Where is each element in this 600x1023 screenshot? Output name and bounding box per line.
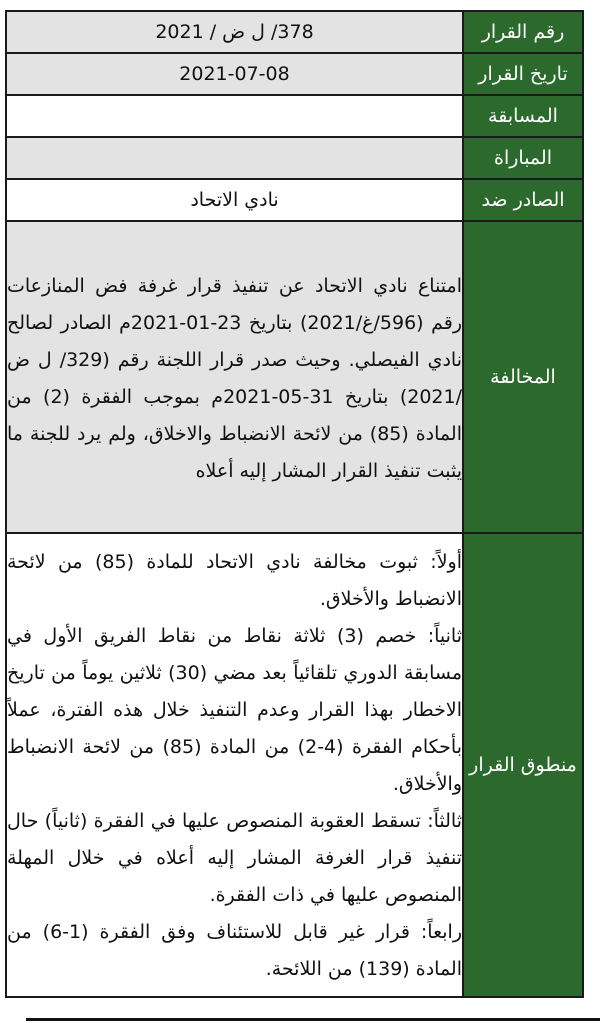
- value-decision-number: 378/ ل ض / 2021: [6, 11, 463, 53]
- label-violation: المخالفة: [463, 221, 583, 533]
- row-competition: [6, 95, 583, 137]
- row-issued-against: [6, 179, 583, 221]
- value-decision-date: 2021-07-08: [6, 53, 463, 95]
- ruling-paragraph-3: ثالثاً: تسقط العقوبة المنصوص عليها في الفقرة (ثانياً) حال تنفيذ قرار الغرفة المشار إليه أعلاه في خلال المهلة المنصوص عليها في ذات الفقرة.: [7, 810, 462, 906]
- value-ruling: [6, 533, 463, 997]
- decision-table: [5, 10, 584, 998]
- ruling-paragraph-2: ثانياً: خصم (3) ثلاثة نقاط من نقاط الفريق الأول في مسابقة الدوري تلقائياً بعد مضي (30) ثلاثين يوماً من تاريخ الاخطار بهذا القرار وعدم التنفيذ خلال هذه الفترة، عملاً بأحكام الفقرة (4-2) من المادة (85) من لائحة الانضباط والأخلاق.: [7, 625, 463, 795]
- row-violation: [6, 221, 583, 533]
- ruling-paragraph-4: رابعاً: قرار غير قابل للاستئناف وفق الفقرة (1-6) من المادة (139) من اللائحة.: [7, 921, 463, 980]
- value-issued-against: نادي الاتحاد: [6, 179, 463, 221]
- row-ruling: [6, 533, 583, 997]
- value-competition: [6, 95, 463, 137]
- value-violation: امتناع نادي الاتحاد عن تنفيذ قرار غرفة فض المنازعات رقم (596/غ/2021) بتاريخ 23-01-2021م الصادر لصالح نادي الفيصلي. وحيث صدر قرار اللجنة رقم (329/ ل ض /2021) بتاريخ 31-05-2021م بموجب الفقرة (2) من المادة (85) من لائحة الانضباط والاخلاق، ولم يرد للجنة ما يثبت تنفيذ القرار المشار إليه أعلاه: [6, 221, 463, 533]
- label-ruling: منطوق القرار: [463, 533, 583, 997]
- label-issued-against: الصادر ضد: [463, 179, 583, 221]
- bottom-divider: [26, 1018, 600, 1021]
- row-match: [6, 137, 583, 179]
- label-competition: المسابقة: [463, 95, 583, 137]
- row-decision-number: [6, 11, 583, 53]
- row-decision-date: [6, 53, 583, 95]
- ruling-paragraph-1: أولاً: ثبوت مخالفة نادي الاتحاد للمادة (85) من لائحة الانضباط والأخلاق.: [7, 551, 462, 610]
- label-decision-date: تاريخ القرار: [463, 53, 583, 95]
- label-decision-number: رقم القرار: [463, 11, 583, 53]
- value-match: [6, 137, 463, 179]
- label-match: المباراة: [463, 137, 583, 179]
